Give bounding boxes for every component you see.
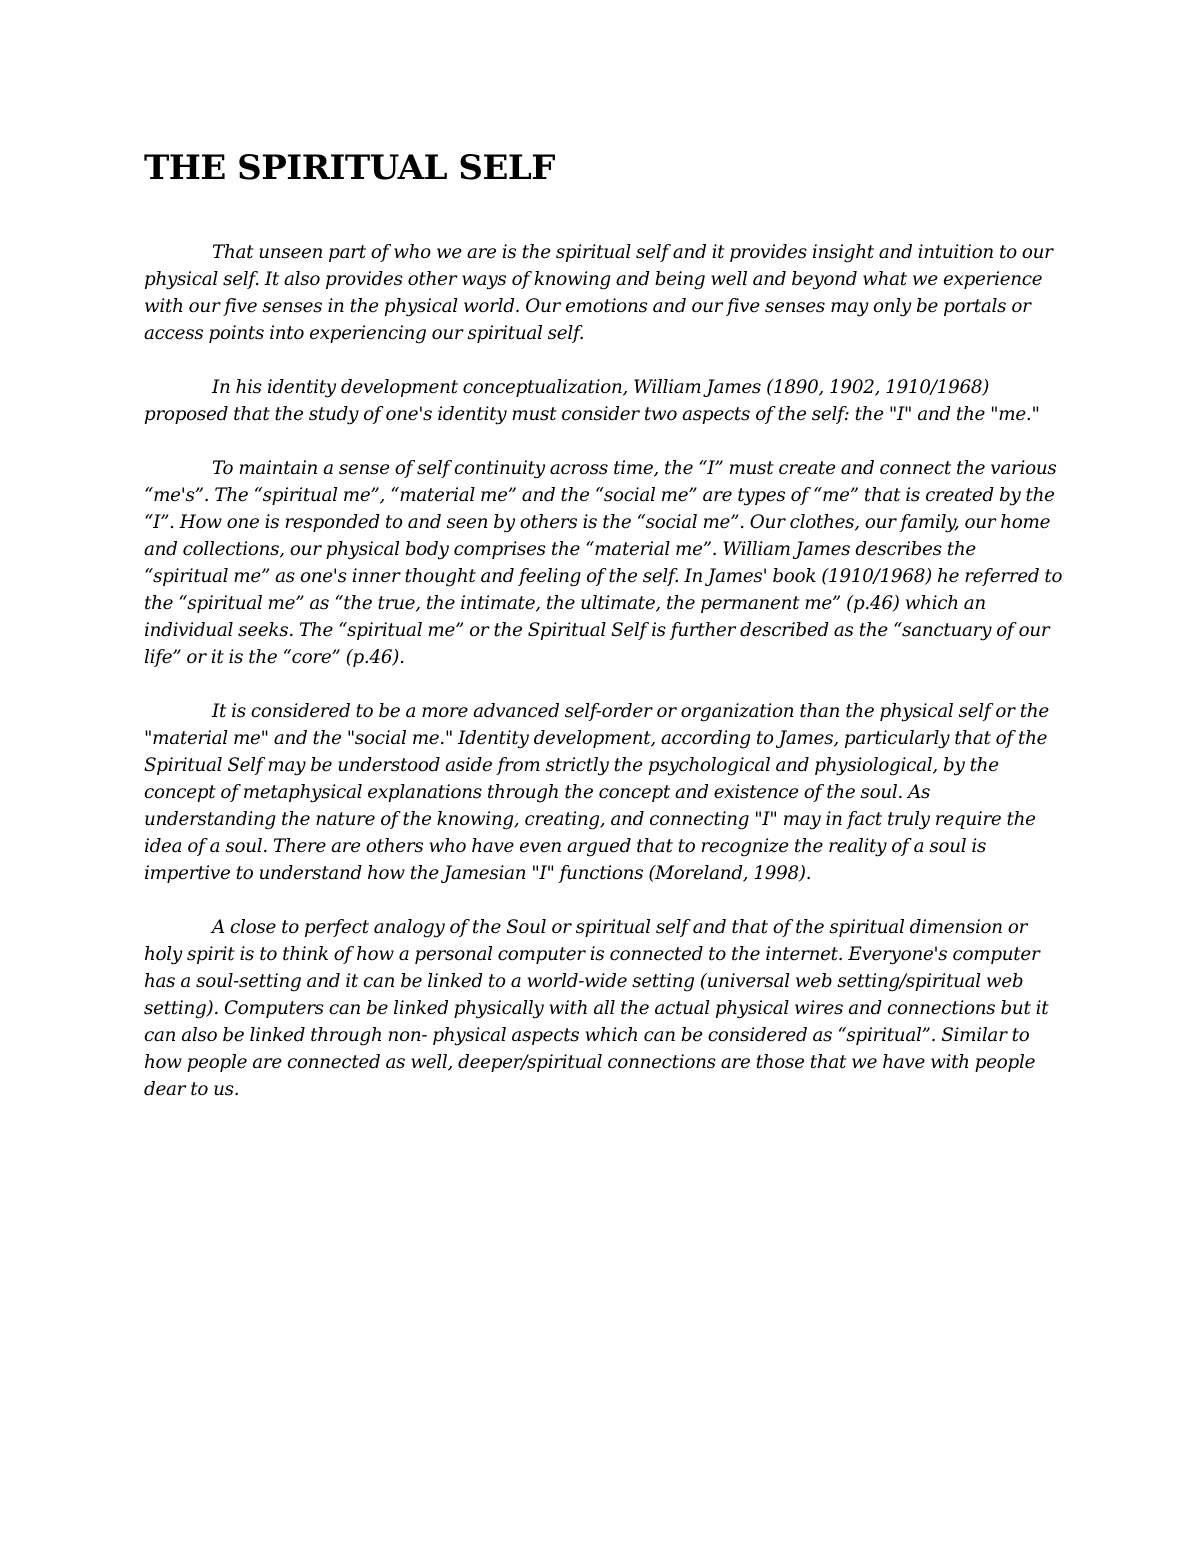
paragraph-3: To maintain a sense of self continuity across time, the “I” must create and connect the various “me's”. The “spiritual me”, “material me” and the “social me” are types of “me” that is created by the “I”. How one is responded to and seen by others is the “social me”. Our clothes, our family, our home and collections, our physical body comprises the “material me”. William James describes the “spiritual me” as one's inner thought and feeling of the self. In James' book (1910/1968) he referred to the “spiritual me” as “the true, the intimate, the ultimate, the permanent me” (p.46) which an individual seeks. The “spiritual me” or the Spiritual Self is further described as the “sanctuary of our life” or it is the “core” (p.46). (144, 458, 1063, 668)
paragraph-5: A close to perfect analogy of the Soul or spiritual self and that of the spiritual dimension or holy spirit is to think of how a personal computer is connected to the internet. Everyone's computer has a soul-setting and it can be linked to a world-wide setting (universal web setting/spiritual web setting). Computers can be linked physically with all the actual physical wires and connections but it can also be linked through non- physical aspects which can be considered as “spiritual”. Similar to how people are connected as well, deeper/spiritual connections are those that we have with people dear to us. (144, 917, 1049, 1100)
paragraph-2: In his identity development conceptualization, William James (1890, 1902, 1910/1968) proposed that the study of one's identity must consider two aspects of the self: the "I" and the "me." (144, 377, 1040, 425)
document-body (144, 239, 1064, 1103)
document-title: THE SPIRITUAL SELF (144, 148, 555, 188)
paragraph-4: It is considered to be a more advanced self-order or organization than the physical self or the "material me" and the "social me." Identity development, according to James, particularly that of the Spiritual Self may be understood aside from strictly the psychological and physiological, by the concept of metaphysical explanations through the concept and existence of the soul. As understanding the nature of the knowing, creating, and connecting "I" may in fact truly require the idea of a soul. There are others who have even argued that to recognize the reality of a soul is impertive to understand how the Jamesian "I" functions (Moreland, 1998). (144, 701, 1049, 884)
paragraph-1: That unseen part of who we are is the spiritual self and it provides insight and intuition to our physical self. It also provides other ways of knowing and being well and beyond what we experience with our five senses in the physical world. Our emotions and our five senses may only be portals or access points into experiencing our spiritual self. (144, 242, 1053, 344)
document-content (144, 140, 1064, 1130)
